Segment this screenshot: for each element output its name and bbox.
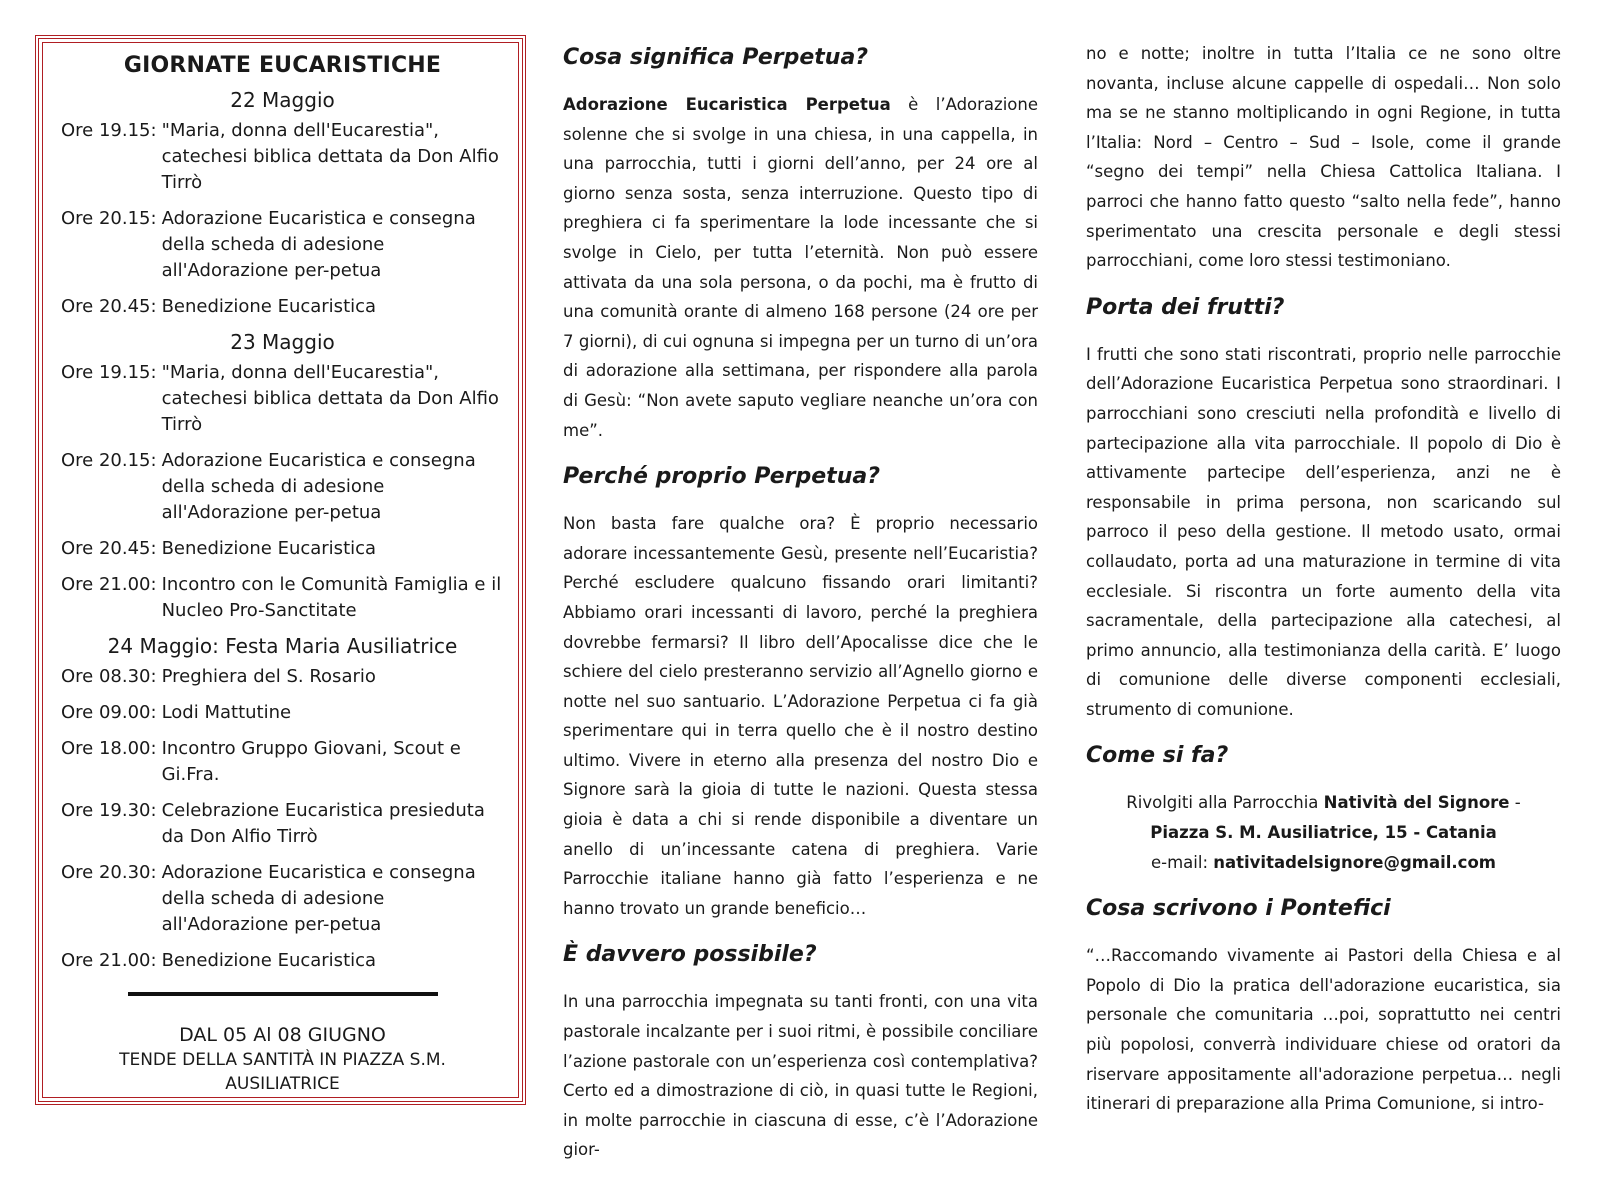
event-time: Ore 20.15: [61, 450, 157, 471]
event-text: Incontro Gruppo Giovani, Scout e Gi.Fra. [161, 738, 461, 785]
parish-name: Natività del Signore [1323, 793, 1510, 813]
contact-email-line [1086, 848, 1561, 878]
event-time: Ore 20.45: [61, 538, 157, 559]
event-item [61, 206, 504, 284]
bold-term: Adorazione Eucaristica Perpetua [563, 95, 891, 114]
event-text: "Maria, donna dell'Eucarestia", catechesi biblica dettata da Don Alfio Tirrò [161, 362, 499, 435]
contact-suffix: - [1509, 793, 1521, 813]
program-title: GIORNATE EUCARISTICHE [123, 53, 442, 78]
section-heading: Perché proprio Perpetua? [563, 464, 880, 490]
event-item [61, 118, 504, 196]
section-paragraph: I frutti che sono stati riscontrati, proprio nelle parrocchie dell’Adorazione Eucaristica Perpetua sono straordinari. I parrocchiani sono cresciuti nella profondità e livello di partecipazione alla vita parrocchiale. Il popolo di Dio è attivamente partecipe dell’esperienza, anzi ne è responsabile in prima persona, non scaricando sul parroco il peso della gestione. Il metodo usato, ormai collaudato, porta ad una maturazione in termine di vita ecclesiale. Si riscontra un forte aumento della vita sacramentale, della partecipazione alla catechesi, al primo annuncio, alla testimonianza della carità. E’ luogo di comunione delle diverse componenti ecclesiali, strumento di comunione. [1086, 344, 1561, 719]
event-item [61, 360, 504, 438]
event-text: Adorazione Eucaristica e consegna della scheda di adesione all'Adorazione per-petua [161, 862, 476, 935]
program-box [35, 35, 526, 1105]
event-text: Adorazione Eucaristica e consegna della scheda di adesione all'Adorazione per-petua [161, 208, 476, 281]
section-paragraph-continued: no e notte; inoltre in tutta l’Italia ce ne sono oltre novanta, incluse alcune cappelle di ospedali… Non solo ma se ne stanno moltiplicando in ogni Regione, in tutta l’Italia: Nord – Centro – Sud – Isole, come il grande “segno dei tempi” nella Chiesa Cattolica Italiana. I parroci che hanno fatto questo “salto nella fede”, hanno sperimentato una crescita personale e degli stessi parrocchiani, come loro stessi testimoniano. [1086, 44, 1561, 271]
contact-prefix: Rivolgiti alla Parrocchia [1126, 793, 1324, 813]
footer-event: TENDE DELLA SANTITÀ IN PIAZZA S.M. AUSILIATRICE [119, 1050, 446, 1094]
event-time: Ore 19.15: [61, 120, 157, 141]
event-item [61, 700, 504, 726]
event-time: Ore 21.00: [61, 574, 157, 595]
event-text: Preghiera del S. Rosario [161, 666, 376, 687]
event-item [61, 294, 504, 320]
event-item [61, 736, 504, 788]
event-item [61, 664, 504, 690]
day-title: 22 Maggio [230, 88, 335, 112]
day-title: 23 Maggio [230, 330, 335, 354]
event-text: Benedizione Eucaristica [161, 296, 377, 317]
event-item [61, 572, 504, 624]
event-text: Celebrazione Eucaristica presieduta da Don Alfio Tirrò [161, 800, 485, 847]
email-label: e-mail: [1150, 852, 1214, 872]
event-item [61, 798, 504, 850]
event-text: Benedizione Eucaristica [161, 950, 377, 971]
paragraph-text: è l’Adorazione solenne che si svolge in una chiesa, in una cappella, in una parrocchia, tutti i giorni dell’anno, per 24 ore al giorno senza sosta, senza interruzione. Questo tipo di preghiera ci fa sperimentare la lode incessante che si svolge in Cielo, per tutta l’eternità. Non può essere attivata da una sola persona, o da pochi, ma è frutto di una comunità orante di almeno 168 persone (24 ore per 7 giorni), di cui ognuna si impegna per un turno di un’ora di adorazione alla settimana, per rispondere alla parola di Gesù: “Non avete saputo vegliare neanche un’ora con me”. [563, 95, 1038, 440]
event-item [61, 448, 504, 526]
event-time: Ore 21.00: [61, 950, 157, 971]
event-time: Ore 20.15: [61, 208, 157, 229]
contact-block [1086, 788, 1561, 877]
section-paragraph: Non basta fare qualche ora? È proprio necessario adorare incessantemente Gesù, presente nell’Eucaristia? Perché escludere qualcuno fissando orari limitanti? Abbiamo orari incessanti di lavoro, perché la preghiera dovrebbe fermarsi? Il libro dell’Apocalisse dice che le schiere del cielo presteranno servizio all’Agnello giorno e notte nel suo santuario. L’Adorazione Perpetua ci fa già sperimentare qui in terra quello che è il nostro destino ultimo. Vivere in eterno alla presenza del nostro Dio e Signore sarà la gioia di tutte le nazioni. Questa stessa gioia è data a chi si rende disponibile a diventare un anello di un’incessante catena di preghiera. Varie Parrocchie italiane hanno già fatto l’esperienza e ne hanno trovato un grande beneficio… [563, 514, 1038, 918]
divider [128, 992, 438, 996]
section-paragraph: In una parrocchia impegnata su tanti fronti, con una vita pastorale incalzante per i suoi ritmi, è possibile conciliare l’azione pastorale con un’esperienza così contemplativa? Certo ed a dimostrazione di ciò, in quasi tutte le Regioni, in molte parrocchie in ciascuna di esse, c’è l’Adorazione gior- [563, 992, 1038, 1160]
quote-paragraph: “…Raccomando vivamente ai Pastori della Chiesa e al Popolo di Dio la pratica dell'adorazione eucaristica, sia personale che comunitaria …poi, soprattutto nei centri più popolosi, converrà individuare chiese od oratori da riservare appositamente all'adorazione perpetua… negli itinerari di preparazione alla Prima Comunione, si intro- [1086, 946, 1561, 1114]
event-text: Lodi Mattutine [161, 702, 292, 723]
day-title: 24 Maggio: Festa Maria Ausiliatrice [107, 634, 458, 658]
section-heading: Porta dei frutti? [1086, 294, 1285, 320]
event-item [61, 536, 504, 562]
event-item [61, 948, 504, 974]
event-time: Ore 20.30: [61, 862, 157, 883]
event-time: Ore 08.30: [61, 666, 157, 687]
event-text: Adorazione Eucaristica e consegna della scheda di adesione all'Adorazione per-petua [161, 450, 476, 523]
event-item [61, 860, 504, 938]
section-heading: È davvero possibile? [563, 942, 817, 968]
event-time: Ore 18.00: [61, 738, 157, 759]
article-column-middle [563, 38, 1038, 1181]
event-time: Ore 09.00: [61, 702, 157, 723]
section-paragraph [563, 90, 1038, 445]
contact-parish-line [1086, 788, 1561, 818]
event-text: "Maria, donna dell'Eucarestia", catechesi biblica dettata da Don Alfio Tirrò [161, 120, 499, 193]
contact-address: Piazza S. M. Ausiliatrice, 15 - Catania [1150, 823, 1497, 843]
section-heading: Cosa significa Perpetua? [563, 45, 869, 70]
event-time: Ore 19.15: [61, 362, 157, 383]
event-time: Ore 20.45: [61, 296, 157, 317]
program-content [61, 53, 504, 1096]
section-heading: Come si fa? [1086, 743, 1229, 769]
event-text: Benedizione Eucaristica [161, 538, 377, 559]
event-time: Ore 19.30: [61, 800, 157, 821]
email-address: nativitadelsignore@gmail.com [1213, 852, 1496, 872]
event-text: Incontro con le Comunità Famiglia e il Nucleo Pro-Sanctitate [161, 574, 502, 621]
footer-dates: DAL 05 Al 08 GIUGNO [179, 1024, 386, 1046]
section-heading: Cosa scrivono i Pontefici [1086, 896, 1391, 922]
article-column-right [1086, 39, 1561, 1135]
